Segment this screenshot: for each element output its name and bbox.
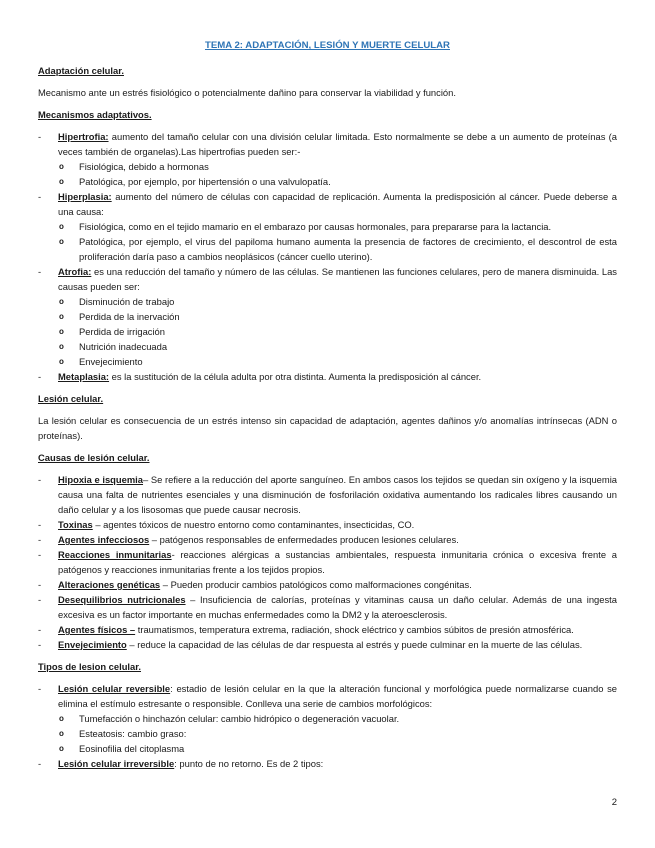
term: Atrofia: bbox=[58, 266, 92, 277]
list-item bbox=[38, 592, 617, 622]
sublist-item: o Esteatosis: cambio graso: bbox=[58, 726, 617, 741]
item-text: aumento del número de células con capacidad de replicación. Aumenta la predisposición al cáncer. Puede deberse a una causa: bbox=[58, 191, 617, 217]
list-item bbox=[38, 532, 617, 547]
section-heading-mecanismos: Mecanismos adaptativos. bbox=[38, 109, 152, 120]
sublist bbox=[58, 159, 617, 189]
item-text: – Pueden producir cambios patológicos como malformaciones congénitas. bbox=[160, 579, 472, 590]
item-text: – Se refiere a la reducción del aporte sanguíneo. En ambos casos los tejidos se quedan sin oxígeno y la isquemia causa una falta de nutrientes esenciales y una disminución de fosforilación oxidativa aumentando los radicales libres causando un daño celular y a los lisosomas que puede causar necrosis. bbox=[58, 474, 617, 515]
list-item bbox=[38, 547, 617, 577]
list-causas bbox=[38, 472, 617, 652]
term: Agentes infecciosos bbox=[58, 534, 150, 545]
list-item bbox=[38, 577, 617, 592]
sublist bbox=[58, 219, 617, 264]
paragraph-adaptacion: Mecanismo ante un estrés fisiológico o potencialmente dañino para conservar la viabilidad y función. bbox=[38, 87, 456, 98]
sublist-item: o Perdida de irrigación bbox=[58, 324, 617, 339]
term: Hipertrofia: bbox=[58, 131, 109, 142]
sublist-item: o Patológica, por ejemplo, el virus del papiloma humano aumenta la presencia de factores de crecimiento, el descontrol de esta proliferación daría paso a cambios neoplásicos (cáncer cuello uterino). bbox=[58, 234, 617, 264]
sublist bbox=[58, 294, 617, 369]
sublist-item: o Perdida de la inervación bbox=[58, 309, 617, 324]
document-page bbox=[38, 38, 617, 778]
sublist-item: o Disminución de trabajo bbox=[58, 294, 617, 309]
paragraph-lesion: La lesión celular es consecuencia de un estrés intenso sin capacidad de adaptación, agentes dañinos y/o anomalías intrínsecas (ADN o proteínas). bbox=[38, 415, 617, 441]
item-text: – Insuficiencia de calorías, proteínas y vitaminas causa un daño celular. Además de una ingesta excesiva es un factor importante en muchas enfermedades como la DM2 y la ateroesclerosis. bbox=[58, 594, 617, 620]
item-text: aumento del tamaño celular con una división celular limitada. Esto normalmente se debe a un aumento de proteínas (a veces también de organelas).Las hipertrofias pueden ser:- bbox=[58, 131, 617, 157]
page-number: 2 bbox=[611, 797, 617, 808]
term: Envejecimiento bbox=[58, 639, 127, 650]
term: Metaplasia: bbox=[58, 371, 110, 382]
document-title: TEMA 2: ADAPTACIÓN, LESIÓN Y MUERTE CELULAR bbox=[204, 40, 450, 51]
list-item bbox=[38, 129, 617, 189]
item-text: es la sustitución de la célula adulta por otra distinta. Aumenta la predisposición al cáncer. bbox=[109, 371, 482, 382]
term: Toxinas bbox=[58, 519, 93, 530]
section-heading-adaptacion: Adaptación celular. bbox=[38, 65, 124, 76]
term: Desequilibrios nutricionales bbox=[58, 594, 186, 605]
term: Alteraciones genéticas bbox=[58, 579, 161, 590]
sublist bbox=[58, 711, 617, 756]
list-item bbox=[38, 264, 617, 369]
item-text: - reacciones alérgicas a sustancias ambientales, respuesta inmunitaria crónica o excesiva frente a patógenos y reacciones inmunitarias frente a los tejidos propios. bbox=[58, 549, 617, 575]
section-heading-causas: Causas de lesión celular. bbox=[38, 452, 150, 463]
term: Hipoxia e isquemia bbox=[58, 474, 144, 485]
term: Hiperplasia: bbox=[58, 191, 112, 202]
item-text: : estadio de lesión celular en la que la alteración funcional y morfológica puede normalizarse cuando se elimina el estímulo estresante o responsible. Conlleva una serie de cambios morfológicos: bbox=[58, 683, 617, 709]
sublist-item: o Tumefacción o hinchazón celular: cambio hidrópico o degeneración vacuolar. bbox=[58, 711, 617, 726]
sublist-item: o Fisiológica, debido a hormonas bbox=[58, 159, 617, 174]
term: Agentes físicos – bbox=[58, 624, 136, 635]
item-text: – agentes tóxicos de nuestro entorno como contaminantes, insecticidas, CO. bbox=[92, 519, 415, 530]
list-item bbox=[38, 517, 617, 532]
sublist-item: o Eosinofilia del citoplasma bbox=[58, 741, 617, 756]
term: Reacciones inmunitarias bbox=[58, 549, 172, 560]
sublist-item: o Envejecimiento bbox=[58, 354, 617, 369]
term: Lesión celular reversible bbox=[58, 683, 171, 694]
item-text: traumatismos, temperatura extrema, radiación, shock eléctrico y cambios súbitos de presión atmosférica. bbox=[135, 624, 574, 635]
list-item bbox=[38, 756, 617, 771]
list-item bbox=[38, 622, 617, 637]
sublist-item: o Nutrición inadecuada bbox=[58, 339, 617, 354]
item-text: es una reducción del tamaño y número de las células. Se mantienen las funciones celulares, pero de manera disminuida. Las causas pueden ser: bbox=[58, 266, 617, 292]
list-item bbox=[38, 189, 617, 264]
item-text: : punto de no retorno. Es de 2 tipos: bbox=[174, 758, 324, 769]
list-item bbox=[38, 681, 617, 756]
list-item bbox=[38, 637, 617, 652]
list-mecanismos bbox=[38, 129, 617, 384]
list-tipos bbox=[38, 681, 617, 771]
sublist-item: o Fisiológica, como en el tejido mamario en el embarazo por causas hormonales, para prepararse para la lactancia. bbox=[58, 219, 617, 234]
list-item bbox=[38, 369, 617, 384]
sublist-item: o Patológica, por ejemplo, por hipertensión o una valvulopatía. bbox=[58, 174, 617, 189]
term: Lesión celular irreversible bbox=[58, 758, 175, 769]
list-item bbox=[38, 472, 617, 517]
section-heading-tipos: Tipos de lesion celular. bbox=[38, 661, 141, 672]
item-text: – patógenos responsables de enfermedades producen lesiones celulares. bbox=[149, 534, 459, 545]
item-text: – reduce la capacidad de las células de dar respuesta al estrés y puede culminar en la muerte de las células. bbox=[126, 639, 583, 650]
section-heading-lesion: Lesión celular. bbox=[38, 393, 104, 404]
